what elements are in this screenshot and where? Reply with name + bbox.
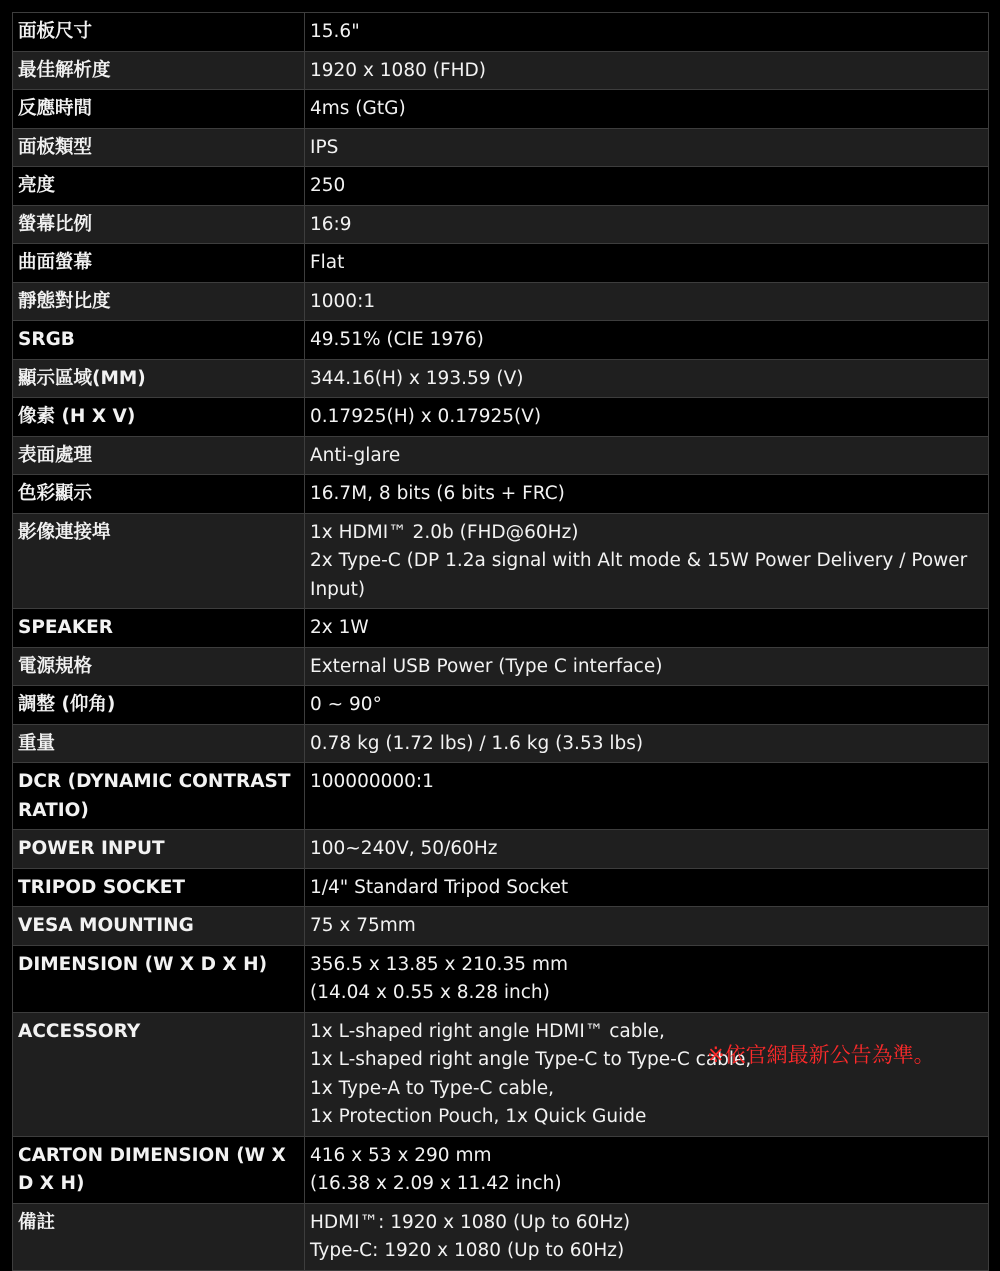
spec-label: 靜態對比度 [13, 282, 305, 321]
spec-value-line: 2x 1W [310, 617, 369, 638]
spec-label: 電源規格 [13, 647, 305, 686]
spec-value-line: 1x L-shaped right angle HDMI™ cable, [310, 1020, 665, 1042]
spec-row [13, 282, 989, 321]
spec-value [305, 724, 989, 763]
spec-value-line: 49.51% (CIE 1976) [310, 329, 484, 350]
spec-row [13, 945, 989, 1012]
spec-value-line: 100000000:1 [310, 771, 434, 792]
spec-value-line: 16.7M, 8 bits (6 bits + FRC) [310, 483, 565, 504]
spec-row [13, 647, 989, 686]
spec-row [13, 609, 989, 648]
spec-row [13, 1203, 989, 1270]
spec-value-line: External USB Power (Type C interface) [310, 655, 663, 677]
spec-value-line: 1x Type-A to Type-C cable, [310, 1077, 554, 1099]
spec-value-line: 1x HDMI™ 2.0b (FHD@60Hz) [310, 521, 579, 543]
spec-label: SPEAKER [13, 609, 305, 648]
spec-value [305, 359, 989, 398]
spec-row [13, 167, 989, 206]
spec-table-body [13, 13, 989, 1271]
spec-value [305, 90, 989, 129]
spec-value-line: 1920 x 1080 (FHD) [310, 59, 486, 81]
spec-row [13, 244, 989, 283]
spec-value-line: (16.38 x 2.09 x 11.42 inch) [310, 1173, 562, 1194]
spec-value-line: 2x Type-C (DP 1.2a signal with Alt mode & 15W Power Delivery / Power Input) [310, 550, 968, 600]
spec-label: 螢幕比例 [13, 205, 305, 244]
spec-row [13, 513, 989, 609]
spec-row [13, 90, 989, 129]
spec-value-line: 416 x 53 x 290 mm [310, 1144, 492, 1166]
disclaimer-note: ※依官網最新公告為準。 [707, 1043, 935, 1067]
spec-value-line: 16:9 [310, 213, 352, 235]
spec-label: 面板類型 [13, 128, 305, 167]
spec-label: 最佳解析度 [13, 51, 305, 90]
spec-label: SRGB [13, 321, 305, 360]
spec-value [305, 475, 989, 514]
spec-row [13, 686, 989, 725]
spec-value-line: 344.16(H) x 193.59 (V) [310, 367, 524, 389]
spec-label: 影像連接埠 [13, 513, 305, 609]
spec-label: 曲面螢幕 [13, 244, 305, 283]
spec-label: 面板尺寸 [13, 13, 305, 52]
spec-row [13, 1136, 989, 1203]
spec-label: 顯示區域(MM) [13, 359, 305, 398]
spec-label: 像素 (H X V) [13, 398, 305, 437]
spec-value [305, 128, 989, 167]
spec-row [13, 205, 989, 244]
spec-value [305, 763, 989, 830]
spec-value-line: 1x Protection Pouch, 1x Quick Guide [310, 1106, 647, 1127]
spec-value-line: 15.6" [310, 21, 360, 42]
spec-value [305, 1203, 989, 1270]
spec-row [13, 51, 989, 90]
spec-value-line: 356.5 x 13.85 x 210.35 mm [310, 953, 568, 975]
spec-value-line: 250 [310, 175, 346, 196]
spec-value [305, 436, 989, 475]
spec-value [305, 13, 989, 52]
spec-value-line: 100~240V, 50/60Hz [310, 838, 498, 859]
spec-label: 色彩顯示 [13, 475, 305, 514]
spec-value-line: Type-C: 1920 x 1080 (Up to 60Hz) [310, 1240, 625, 1261]
spec-value [305, 321, 989, 360]
spec-value [305, 647, 989, 686]
spec-row [13, 830, 989, 869]
spec-value-line: IPS [310, 136, 339, 158]
spec-label: 亮度 [13, 167, 305, 206]
spec-value-line: 0 ~ 90° [310, 694, 382, 715]
spec-row [13, 359, 989, 398]
spec-row [13, 398, 989, 437]
spec-value [305, 513, 989, 609]
spec-label: DCR (DYNAMIC CONTRAST RATIO) [13, 763, 305, 830]
spec-label: 調整 (仰角) [13, 686, 305, 725]
spec-value [305, 609, 989, 648]
spec-value [305, 1012, 989, 1136]
spec-row [13, 724, 989, 763]
spec-row [13, 1012, 989, 1136]
spec-value [305, 686, 989, 725]
spec-value-line: 0.78 kg (1.72 lbs) / 1.6 kg (3.53 lbs) [310, 732, 644, 754]
spec-row [13, 128, 989, 167]
spec-label: 重量 [13, 724, 305, 763]
spec-value [305, 398, 989, 437]
spec-value-line: 75 x 75mm [310, 915, 416, 936]
spec-value [305, 830, 989, 869]
spec-value [305, 167, 989, 206]
spec-row [13, 907, 989, 946]
spec-label: CARTON DIMENSION (W X D X H) [13, 1136, 305, 1203]
spec-value [305, 1136, 989, 1203]
spec-value [305, 945, 989, 1012]
spec-label: DIMENSION (W X D X H) [13, 945, 305, 1012]
spec-value-line: 1000:1 [310, 290, 376, 312]
spec-label: 表面處理 [13, 436, 305, 475]
spec-value [305, 282, 989, 321]
spec-value-line: (14.04 x 0.55 x 8.28 inch) [310, 982, 550, 1003]
spec-value [305, 205, 989, 244]
spec-value [305, 244, 989, 283]
spec-label: 反應時間 [13, 90, 305, 129]
spec-row [13, 868, 989, 907]
spec-label: 備註 [13, 1203, 305, 1270]
spec-value-line: Flat [310, 252, 345, 273]
spec-table [12, 12, 989, 1271]
spec-row [13, 13, 989, 52]
spec-value-line: Anti-glare [310, 444, 401, 466]
spec-row [13, 436, 989, 475]
spec-row [13, 475, 989, 514]
spec-label: VESA MOUNTING [13, 907, 305, 946]
spec-value [305, 907, 989, 946]
spec-value-line: HDMI™: 1920 x 1080 (Up to 60Hz) [310, 1211, 631, 1233]
spec-value-line: 1/4" Standard Tripod Socket [310, 876, 569, 898]
spec-value-line: 1x L-shaped right angle Type-C to Type-C cable, [310, 1049, 752, 1070]
spec-value-line: 4ms (GtG) [310, 98, 406, 119]
spec-row [13, 321, 989, 360]
spec-row [13, 763, 989, 830]
spec-value [305, 868, 989, 907]
spec-label: POWER INPUT [13, 830, 305, 869]
spec-label: TRIPOD SOCKET [13, 868, 305, 907]
spec-value [305, 51, 989, 90]
spec-value-line: 0.17925(H) x 0.17925(V) [310, 406, 542, 427]
spec-label: ACCESSORY [13, 1012, 305, 1136]
